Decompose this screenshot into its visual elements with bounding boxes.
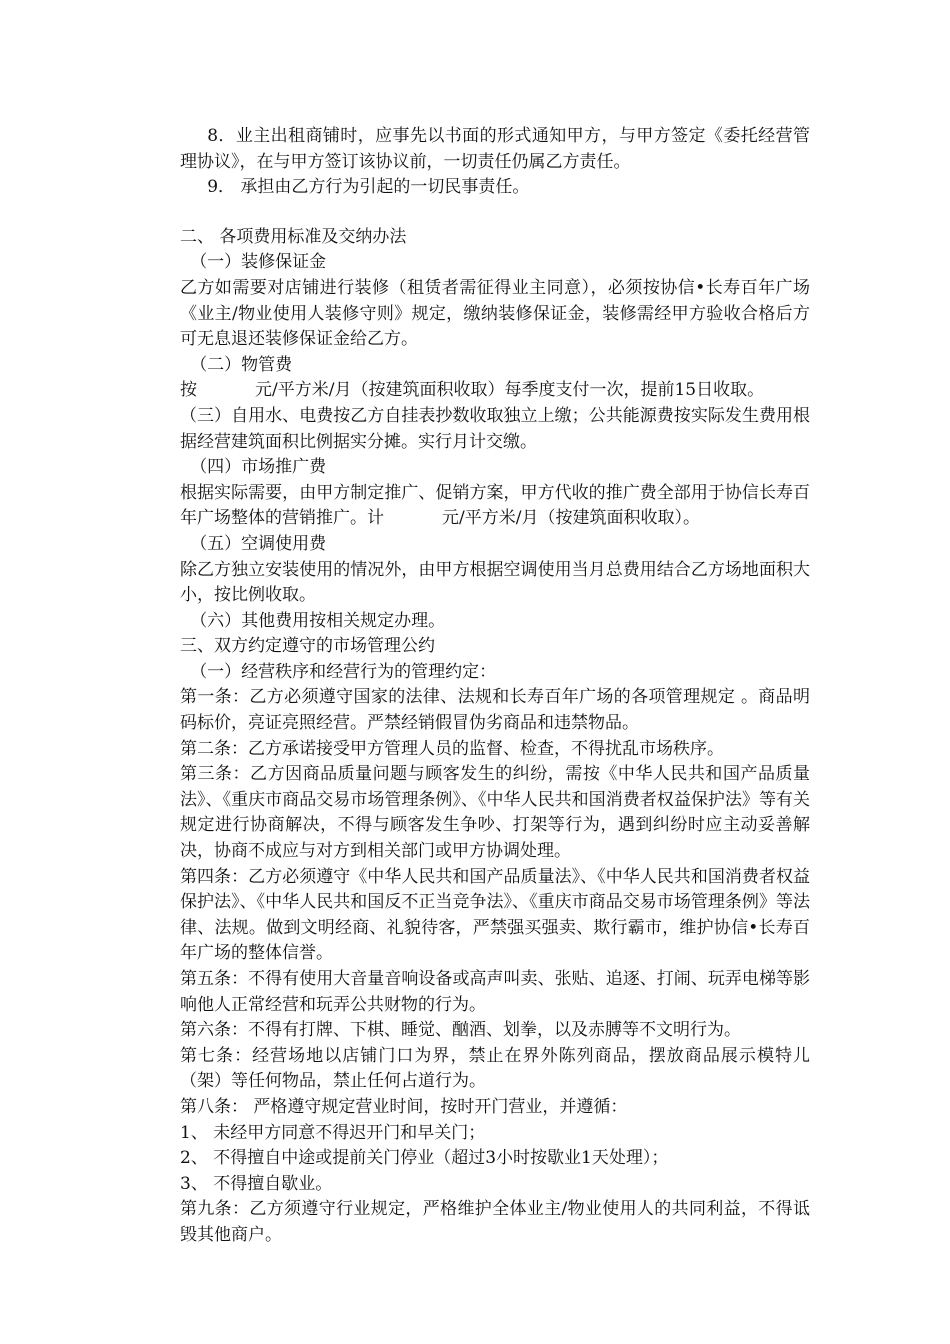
list-item-2: 2、 不得擅自中途或提前关门停业（超过3小时按歇业1天处理）； xyxy=(180,1148,669,1169)
spacer xyxy=(180,201,810,225)
list-item-1: 1、 未经甲方同意不得迟开门和早关门； xyxy=(180,1122,486,1143)
paragraph-utilities: （三）自用水、电费按乙方自挂表抄数收取独立上缴；公共能源费按实际发生费用根据经营建筑面积比例据实分摊。实行月计交缴。 xyxy=(180,405,810,452)
article-9: 第九条：乙方须遵守行业规定，严格维护全体业主/物业使用人的共同利益，不得诋毁其他商户。 xyxy=(180,1199,810,1245)
subheading-ac-fee: （五）空调使用费 xyxy=(190,533,327,554)
list-item-3: 3、 不得擅自歇业。 xyxy=(180,1173,333,1194)
article-7: 第七条：经营场地以店铺门口为界，禁止在界外陈列商品，摆放商品展示模特儿（架）等任何物品，禁止任何占道行为。 xyxy=(180,1045,810,1092)
text-segment: 元/平方米/月（按建筑面积收取）每季度支付一次，提前15日收取。 xyxy=(255,380,765,401)
paragraph-item-8: 8．业主出租商铺时，应事先以书面的形式通知甲方，与甲方签定《委托经营管理协议》，在与甲方签订该协议前，一切责任仍属乙方责任。 xyxy=(180,126,810,172)
article-6: 第六条：不得有打牌、下棋、睡觉、酗酒、划拳，以及赤膊等不文明行为。 xyxy=(180,1020,741,1041)
subheading-other-fees: （六）其他费用按相关规定办理。 xyxy=(190,610,446,631)
paragraph-item-9: 9． 承担由乙方行为引起的一切民事责任。 xyxy=(207,177,530,198)
text-segment: 元/平方米/月（按建筑面积收取）。 xyxy=(442,508,700,529)
text-segment: 根据实际需要，由甲方制定推广、促销方案，甲方代收的推广费全部用于协信长寿百年广场整体的营销推广。计 xyxy=(180,482,810,529)
section-heading-3: 三、双方约定遵守的市场管理公约 xyxy=(180,636,435,657)
paragraph-property-fee xyxy=(180,378,810,404)
subheading-decoration-deposit: （一）装修保证金 xyxy=(190,252,327,273)
subheading-operating-order: （一）经营秩序和经营行为的管理约定： xyxy=(190,661,497,682)
document-page xyxy=(180,124,810,1249)
subheading-property-fee: （二）物管费 xyxy=(190,354,293,375)
article-8: 第八条： 严格遵守规定营业时间，按时开门营业，并遵循： xyxy=(180,1096,628,1117)
paragraph-marketing-fee xyxy=(180,481,810,532)
subheading-marketing-fee: （四）市场推广费 xyxy=(190,457,327,478)
article-3: 第三条：乙方因商品质量问题与顾客发生的纠纷，需按《中华人民共和国产品质量法》、《重庆市商品交易市场管理条例》、《中华人民共和国消费者权益保护法》等有关规定进行协商解决，不得与顾客发生争吵、打架等行为，遇到纠纷时应主动妥善解决，协商不成应与对方到相关部门或甲方协调处理。 xyxy=(180,764,810,862)
article-1: 第一条：乙方必须遵守国家的法律、法规和长寿百年广场的各项管理规定 。商品明码标价，亮证亮照经营。严禁经销假冒伪劣商品和违禁物品。 xyxy=(180,687,810,734)
article-5: 第五条：不得有使用大音量音响设备或高声叫卖、张贴、追逐、打闹、玩弄电梯等影响他人正常经营和玩弄公共财物的行为。 xyxy=(180,969,810,1015)
article-2: 第二条：乙方承诺接受甲方管理人员的监督、检查，不得扰乱市场秩序。 xyxy=(180,738,724,759)
article-4: 第四条：乙方必须遵守《中华人民共和国产品质量法》、《中华人民共和国消费者权益保护法》、《中华人民共和国反不正当竞争法》、《重庆市商品交易市场管理条例》等法律、法规。做到文明经商、礼貌待客，严禁强买强卖、欺行霸市，维护协信•长寿百年广场的整体信誉。 xyxy=(180,866,810,964)
text-segment: 按 xyxy=(180,380,197,401)
paragraph-decoration-deposit: 乙方如需要对店铺进行装修（租赁者需征得业主同意），必须按协信•长寿百年广场《业主/物业使用人装修守则》规定，缴纳装修保证金，装修需经甲方验收合格后方可无息退还装修保证金给乙方。 xyxy=(180,277,810,350)
paragraph-ac-fee: 除乙方独立安装使用的情况外，由甲方根据空调使用当月总费用结合乙方场地面积大小，按比例收取。 xyxy=(180,559,810,606)
section-heading-2: 二、 各项费用标准及交纳办法 xyxy=(180,226,407,247)
